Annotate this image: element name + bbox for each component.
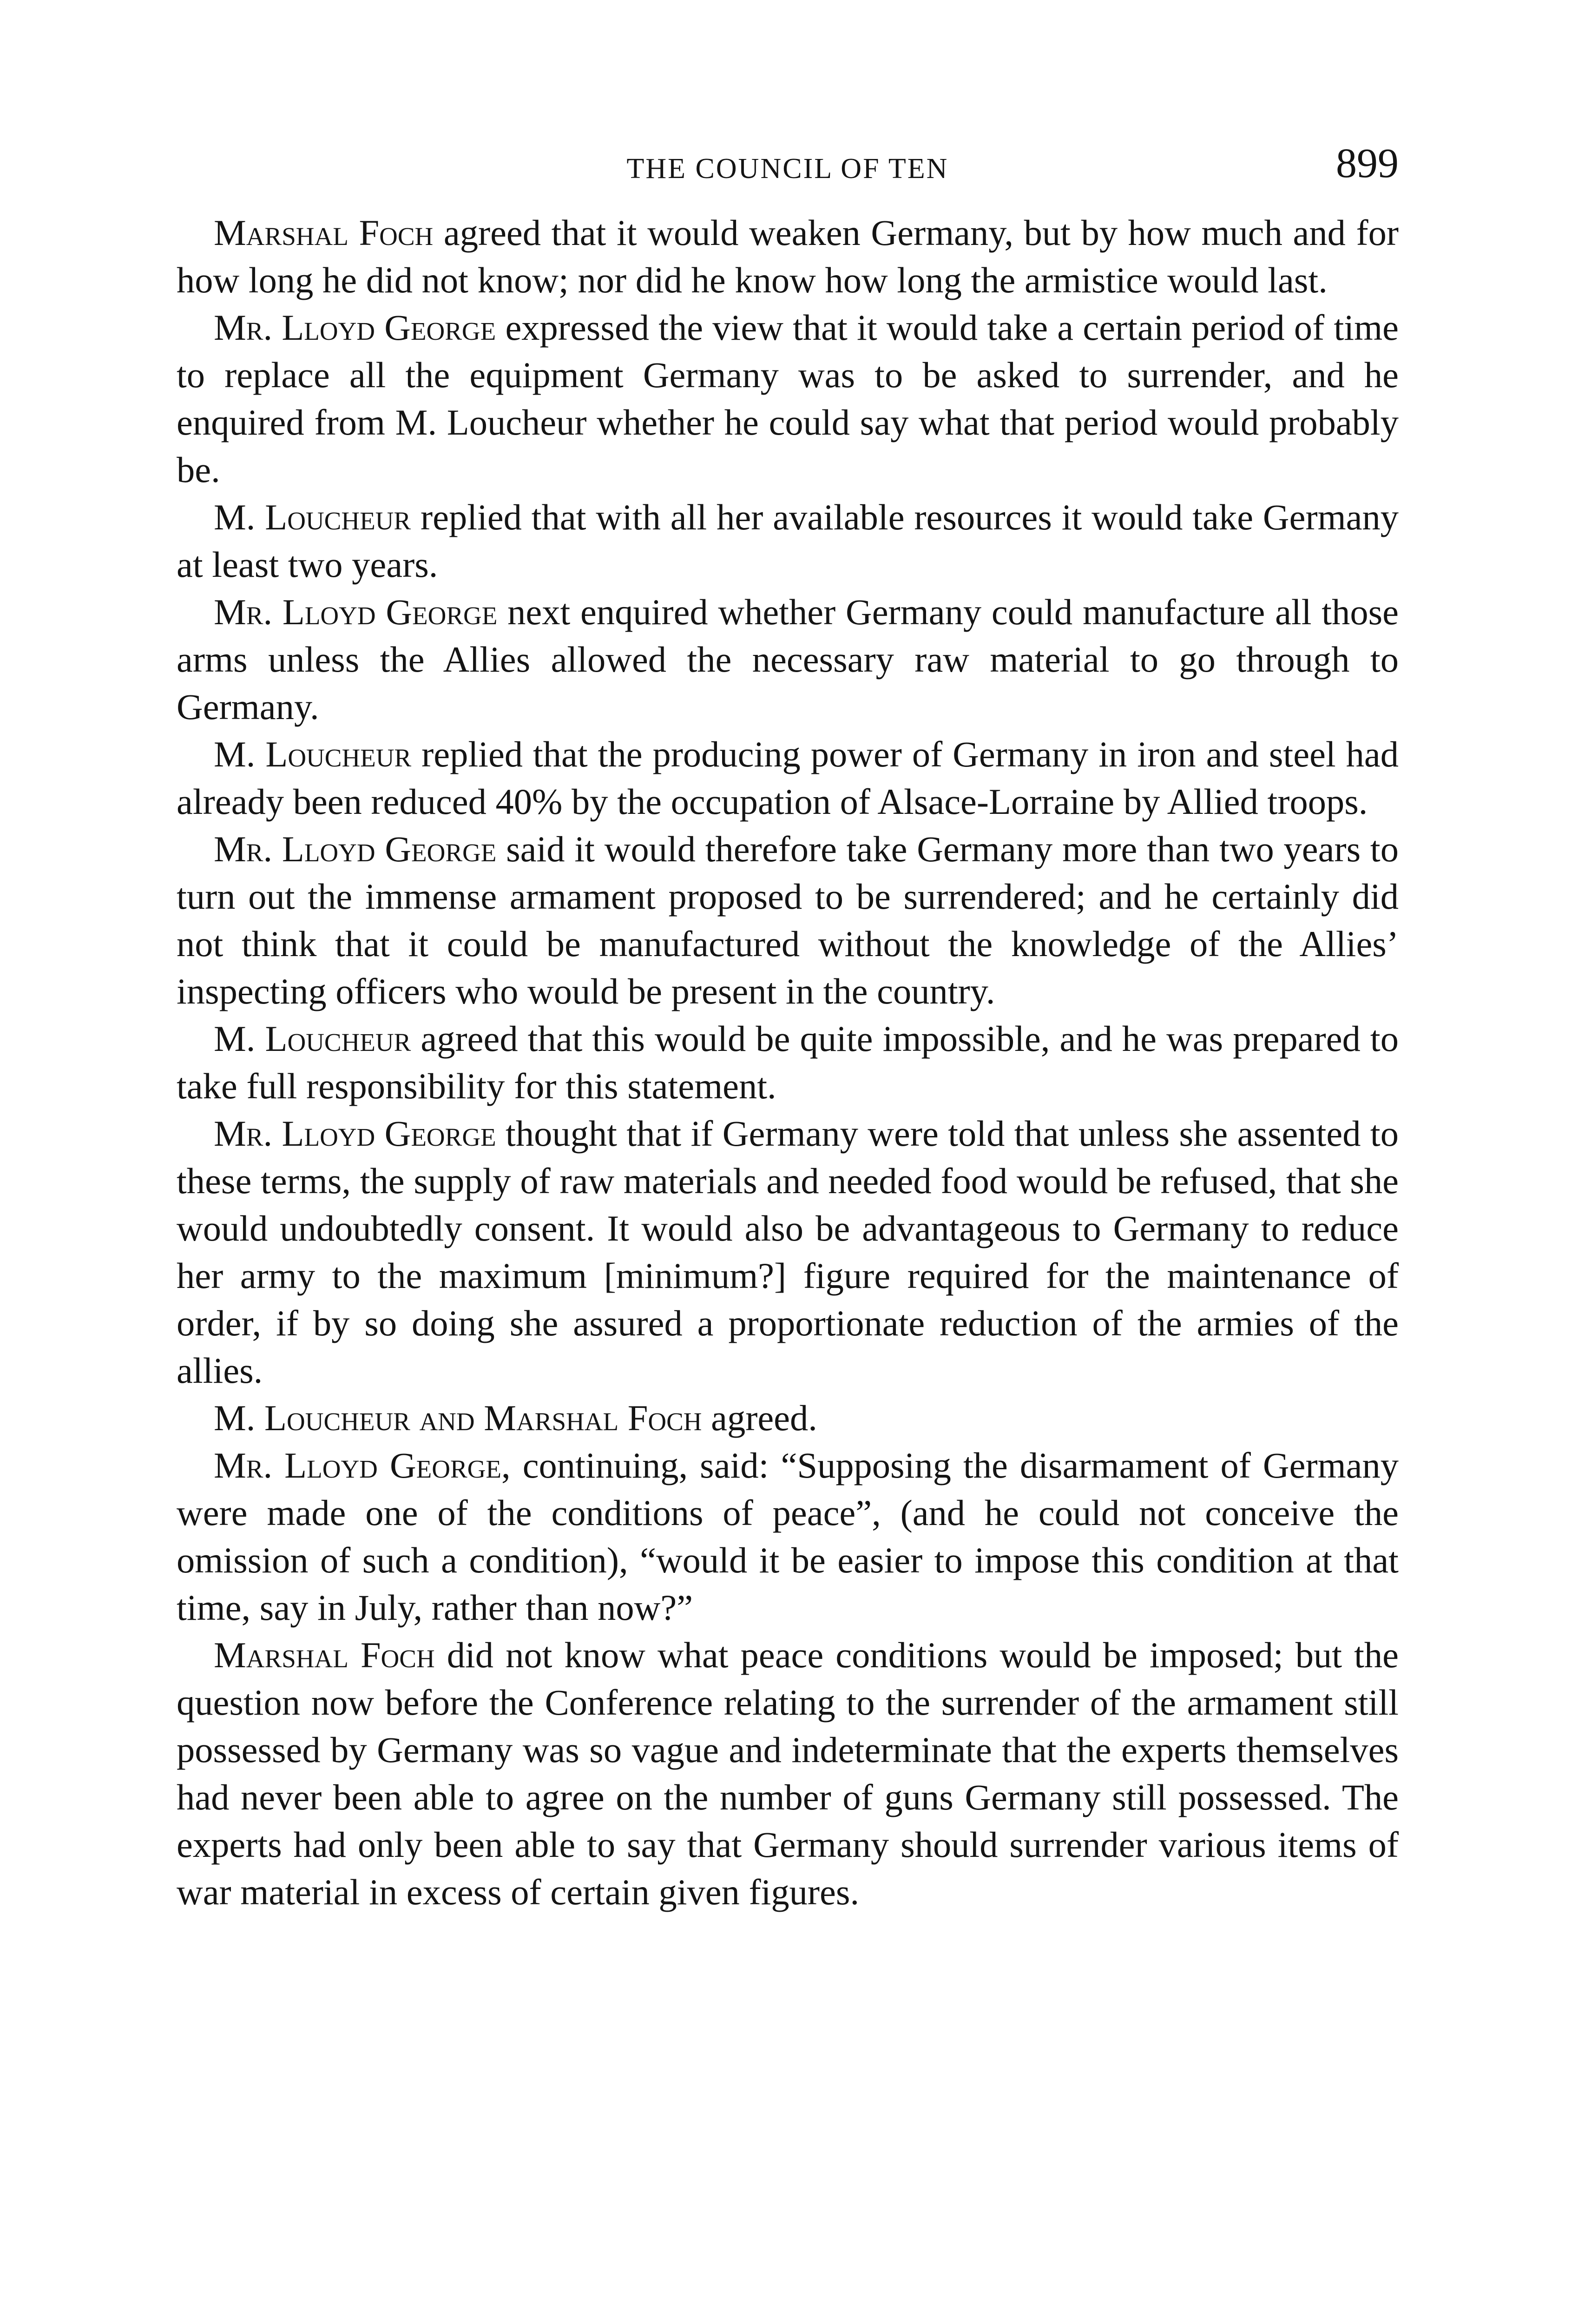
paragraph-text: replied that with all her available resources it would take Germany at least two years. — [177, 497, 1399, 585]
paragraph — [177, 209, 1399, 304]
paragraph-text: thought that if Germany were told that unless she assented to these terms, the supply of raw materials and needed food would be refused, that she would undoubtedly consent. It would also be advantageous to Germany to reduce her army to the maximum [minimum?] figure required for the maintenance of order, if by so doing she assured a proportionate reduction of the armies of the allies. — [177, 1113, 1399, 1391]
speaker-name: Marshal Foch — [214, 1635, 435, 1675]
book-page — [177, 139, 1399, 1925]
paragraph-text: replied that the producing power of Germany in iron and steel had already been reduced 40% by the occupation of Alsace-Lorraine by Allied troops. — [177, 734, 1399, 822]
paragraph-text: , continuing, said: “Supposing the disarmament of Germany were made one of the conditions of peace”, (and he could not conceive the omission of such a condition), “would it be easier to impose this condition at that time, say in July, rather than now?” — [177, 1445, 1399, 1628]
speaker-name: Mr. Lloyd George — [214, 1445, 501, 1486]
paragraph-text: did not know what peace conditions would be imposed; but the question now before the Conference relating to the surrender of the armament still possessed by Germany was so vague and indeterminate that the experts themselves had never been able to agree on the number of guns Germany still possessed. The experts had only been able to say that Germany should surrender various items of war material in excess of certain given figures. — [177, 1635, 1399, 1912]
paragraph — [177, 1110, 1399, 1394]
speaker-name: M. Loucheur and Marshal Foch — [214, 1398, 702, 1438]
speaker-name: Mr. Lloyd George — [214, 1113, 496, 1154]
paragraph — [177, 825, 1399, 1015]
paragraph-text: agreed that this would be quite impossible, and he was prepared to take full responsibility for this statement. — [177, 1018, 1399, 1106]
paragraph-text: agreed. — [702, 1398, 817, 1438]
paragraph — [177, 1015, 1399, 1110]
speaker-name: M. Loucheur — [214, 1018, 411, 1059]
paragraph — [177, 731, 1399, 825]
paragraph — [177, 1442, 1399, 1631]
page-bottom-margin — [177, 1916, 1399, 1925]
paragraph — [177, 304, 1399, 494]
running-title: THE COUNCIL OF TEN — [626, 153, 949, 185]
paragraph — [177, 494, 1399, 588]
paragraph-text: next enquired whether Germany could manufacture all those arms unless the Allies allowed the necessary raw material to go through to Germany. — [177, 592, 1399, 727]
speaker-name: Mr. Lloyd George — [214, 592, 498, 632]
paragraph — [177, 1394, 1399, 1442]
running-head — [177, 139, 1399, 195]
paragraph-text: expressed the view that it would take a certain period of time to replace all the equipment Germany was to be asked to surrender, and he enquired from M. Loucheur whether he could say what that period would probably be. — [177, 307, 1399, 490]
speaker-name: M. Loucheur — [214, 734, 412, 774]
speaker-name: Mr. Lloyd George — [214, 307, 496, 348]
page-number: 899 — [1336, 140, 1399, 186]
paragraph — [177, 1631, 1399, 1916]
body-text — [177, 209, 1399, 1925]
speaker-name: M. Loucheur — [214, 497, 411, 537]
paragraph — [177, 588, 1399, 731]
speaker-name: Marshal Foch — [214, 212, 434, 253]
paragraph-text: said it would therefore take Germany more than two years to turn out the immense armament proposed to be surrendered; and he certainly did not think that it could be manufactured without the knowledge of the Allies’ inspecting officers who would be present in the country. — [177, 829, 1399, 1011]
paragraph-text: agreed that it would weaken Germany, but by how much and for how long he did not know; nor did he know how long the armistice would last. — [177, 212, 1399, 300]
speaker-name: Mr. Lloyd George — [214, 829, 497, 869]
